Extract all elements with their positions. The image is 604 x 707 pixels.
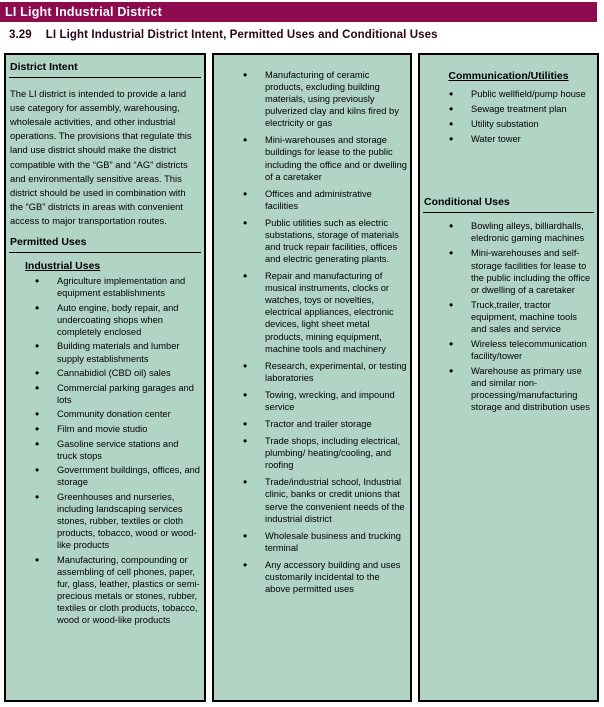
bullet-item: • Bowling alleys, billiardhalls, eledronic gaming machines xyxy=(448,220,594,244)
bullet-item: • Utility substation xyxy=(448,118,594,130)
section-number: 3.29 xyxy=(9,29,32,41)
bullet-item: • Government buildings, offices, and storage xyxy=(34,464,201,488)
bullet-item: • Warehouse as primary use and similar non-processing/manufacturing storage and distribution uses xyxy=(448,365,594,413)
district-intent-heading: District Intent xyxy=(9,59,201,78)
bullet-item: • Mini-warehouses and self-storage facilities for lease to the public including the office or dwelling of a caretaker xyxy=(448,247,594,295)
section-heading-text: LI Light Industrial District Intent, Permitted Uses and Conditional Uses xyxy=(45,29,438,41)
bullet-item: • Community donation center xyxy=(34,408,201,420)
bullet-item: • Towing, wrecking, and impound service xyxy=(242,389,407,413)
bullet-item: • Repair and manufacturing of musical instruments, clocks or watches, toys or novelties, electrical appliances, electronic devices, light sheet metal products, mining equipment, machine tools and machinery xyxy=(242,270,407,355)
bullet-item: • Sewage treatment plan xyxy=(448,103,594,115)
permitted-uses-list xyxy=(214,57,410,595)
bullet-item: • Trade/industrial school, Industrial clinic, banks or credit unions that serve the convenient needs of the industrial district xyxy=(242,476,407,524)
bullet-item: • Manufacturing, compounding or assembling of cell phones, paper, fur, glass, leather, plastics or semi-precious metals or stones, rubber, textiles or cloth products, tobacco, wood or wood-like products xyxy=(34,554,201,626)
bullet-item: • Gasoline service stations and truck stops xyxy=(34,438,201,462)
bullet-item: • Agriculture implementation and equipment establishments xyxy=(34,275,201,299)
district-intent-paragraph: The LI district is intended to provide a land use category for assembly, warehousing, wholesale activities, and other industrial operations. The provisions that regulate this land use district should make the district compatible with the “GB” and “AG” districts and environmentally sensitive areas. This district should be used in combination with the “GB” districts in areas with convenient access to major transportation routes. xyxy=(10,88,192,226)
permitted-uses-heading: Permitted Uses xyxy=(9,234,201,253)
bullet-item: • Tractor and trailer storage xyxy=(242,418,407,430)
content-columns xyxy=(4,53,599,702)
bullet-item: • Greenhouses and nurseries, including landscaping services stones, rubber, textiles or cloth products, tobacco, wood or wood-like products xyxy=(34,491,201,551)
bullet-item: • Auto engine, body repair, and undercoating shops when completely enclosed xyxy=(34,302,201,338)
industrial-uses-list xyxy=(6,275,204,626)
bullet-item: • Manufacturing of ceramic products, excluding building materials, using previously pulverized clay and kilns fired by electricity or gas xyxy=(242,69,407,129)
spacer xyxy=(420,148,597,190)
bullet-item: • Cannabidiol (CBD oil) sales xyxy=(34,367,201,379)
bullet-item: • Truck,trailer, tractor equipment, machine tools and sales and service xyxy=(448,299,594,335)
communication-utilities-heading: Communication/Utilities xyxy=(448,70,569,82)
bullet-item: • Research, experimental, or testing laboratories xyxy=(242,360,407,384)
bullet-item: • Commercial parking garages and lots xyxy=(34,382,201,406)
industrial-uses-heading: Industrial Uses xyxy=(25,260,101,273)
communication-utilities-list xyxy=(420,88,597,145)
bullet-item: • Mini-warehouses and storage buildings for lease to the public including the office and or dwelling of a caretaker xyxy=(242,134,407,182)
district-title-bar xyxy=(0,2,597,22)
bullet-item: • Offices and administrative facilities xyxy=(242,188,407,212)
panel-communication-conditional xyxy=(418,53,599,702)
bullet-item: • Public wellfield/pump house xyxy=(448,88,594,100)
bullet-item: • Wholesale business and trucking terminal xyxy=(242,530,407,554)
section-heading xyxy=(9,29,600,41)
bullet-item: • Water tower xyxy=(448,133,594,145)
bullet-item: • Any accessory building and uses customarily incidental to the above permitted uses xyxy=(242,559,407,595)
bullet-item: • Public utilities such as electric substations, storage of materials and truck repair facilities, offices and electric generating plants. xyxy=(242,217,407,265)
conditional-uses-heading: Conditional Uses xyxy=(423,194,594,213)
bullet-item: • Building materials and lumber supply establishments xyxy=(34,340,201,364)
bullet-item: • Trade shops, including electrical, plumbing/ heating/cooling, and roofing xyxy=(242,435,407,471)
conditional-uses-list xyxy=(420,220,597,413)
bullet-item: • Wireless telecommunication facility/tower xyxy=(448,338,594,362)
district-title-bar-label: LI Light Industrial District xyxy=(5,5,162,19)
panel-permitted-uses-continued xyxy=(212,53,412,702)
panel-district-intent xyxy=(4,53,206,702)
bullet-item: • Film and movie studio xyxy=(34,423,201,435)
